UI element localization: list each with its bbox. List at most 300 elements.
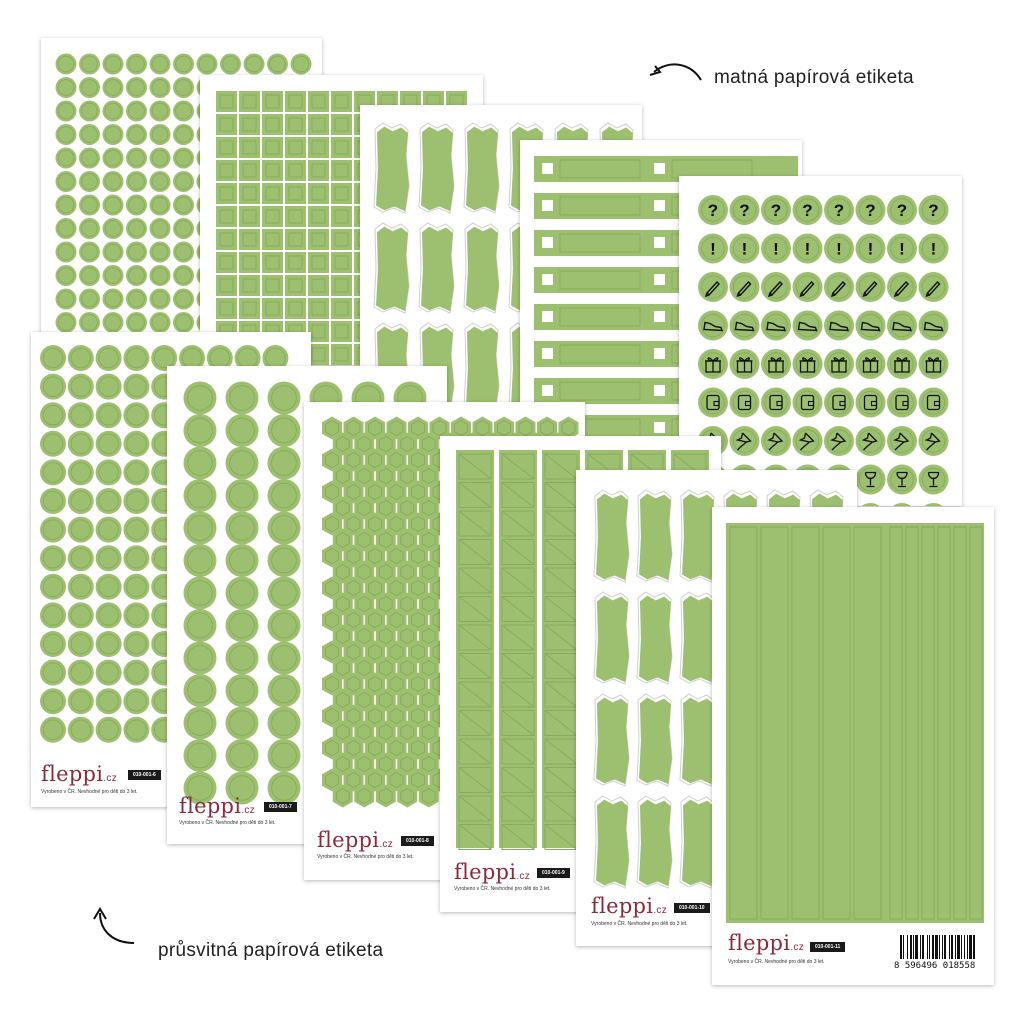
square-sticker (308, 183, 329, 204)
square-sticker (331, 252, 352, 273)
round-sticker (68, 374, 94, 400)
round-sticker (40, 631, 66, 657)
round-sticker (268, 414, 301, 447)
round-sticker (173, 124, 194, 145)
round-sticker (123, 488, 149, 514)
barcode-bar (961, 935, 962, 959)
round-sticker (103, 171, 124, 192)
round-sticker (730, 388, 760, 418)
question-mark-icon (834, 201, 844, 220)
round-sticker (123, 717, 149, 743)
safety-note: Vyrobeno v ČR. Nevhodné pro děti do 3 let. (591, 921, 688, 927)
barcode-bar (973, 935, 975, 959)
square-sticker (239, 229, 260, 250)
svg-text:!: ! (899, 239, 905, 259)
caption-matte-label: matná papírová etiketa (714, 67, 914, 88)
round-sticker (761, 388, 791, 418)
round-sticker (56, 312, 77, 333)
checkbox-square (542, 274, 553, 285)
square-sticker (331, 137, 352, 158)
round-sticker (173, 218, 194, 239)
round-sticker (56, 218, 77, 239)
round-sticker (96, 459, 122, 485)
round-sticker (184, 447, 217, 480)
square-sticker (331, 160, 352, 181)
square-sticker (239, 137, 260, 158)
svg-text:!: ! (741, 239, 748, 259)
round-sticker (68, 459, 94, 485)
square-sticker (262, 206, 283, 227)
brush-sticker-fill (596, 698, 629, 784)
round-sticker (68, 602, 94, 628)
brush-sticker-fill (682, 494, 715, 580)
round-sticker (150, 289, 171, 310)
safety-note: Vyrobeno v ČR. Nevhodné pro děti do 3 let. (454, 886, 551, 892)
round-sticker (40, 717, 66, 743)
round-sticker (79, 101, 100, 122)
product-code: 010-001-10 (674, 903, 710, 913)
square-sticker (239, 91, 260, 112)
brand-tld: .cz (103, 773, 118, 784)
brand-tld: .cz (241, 805, 256, 816)
round-sticker (56, 171, 77, 192)
brush-sticker-fill (639, 596, 672, 682)
svg-text:!: ! (804, 239, 811, 259)
round-sticker (68, 345, 94, 371)
brush-sticker (594, 694, 629, 786)
round-sticker (40, 459, 66, 485)
round-sticker (40, 574, 66, 600)
round-sticker (123, 545, 149, 571)
brand-tld: .cz (790, 942, 805, 953)
square-sticker (285, 137, 306, 158)
round-sticker (126, 242, 147, 263)
square-sticker (239, 298, 260, 319)
square-sticker (239, 275, 260, 296)
square-sticker (331, 275, 352, 296)
svg-text:!: ! (836, 239, 842, 259)
round-sticker (68, 488, 94, 514)
round-sticker (40, 402, 66, 428)
square-sticker (262, 275, 283, 296)
square-sticker (308, 137, 329, 158)
square-sticker (285, 252, 306, 273)
round-sticker (79, 54, 100, 75)
barcode-bar (951, 935, 953, 959)
barcode-bar (967, 935, 968, 959)
brush-sticker-fill (639, 698, 672, 784)
round-sticker (103, 218, 124, 239)
checkbox-square (542, 348, 553, 359)
round-sticker (226, 707, 259, 740)
square-sticker (308, 275, 329, 296)
round-sticker (184, 707, 217, 740)
checkbox-square (654, 422, 665, 433)
round-sticker (79, 171, 100, 192)
round-sticker (40, 345, 66, 371)
round-sticker (126, 54, 147, 75)
round-sticker (268, 609, 301, 642)
square-sticker (308, 114, 329, 135)
checkbox-square (654, 311, 665, 322)
round-sticker (96, 431, 122, 457)
round-sticker (68, 431, 94, 457)
round-sticker (96, 574, 122, 600)
square-sticker (285, 183, 306, 204)
round-sticker (40, 688, 66, 714)
round-sticker (123, 517, 149, 543)
round-sticker (698, 388, 728, 418)
square-sticker (216, 183, 237, 204)
brush-sticker (594, 490, 629, 582)
brush-sticker-fill (639, 800, 672, 886)
round-sticker (268, 707, 301, 740)
safety-note: Vyrobeno v ČR. Nevhodné pro děti do 3 let. (728, 959, 825, 965)
square-sticker (239, 160, 260, 181)
round-sticker (126, 171, 147, 192)
product-code: 010-001-9 (537, 868, 570, 878)
round-sticker (79, 312, 100, 333)
barcode-bar (942, 935, 943, 959)
checkbox-square (654, 385, 665, 396)
brand-name: fleppi (591, 894, 654, 918)
caption-translucent-label: průsvitná papírová etiketa (158, 940, 384, 961)
question-mark-icon (928, 201, 938, 220)
round-sticker (220, 54, 241, 75)
square-sticker (285, 206, 306, 227)
round-sticker (268, 447, 301, 480)
round-sticker (173, 171, 194, 192)
square-sticker (239, 114, 260, 135)
svg-text:?: ? (865, 201, 876, 220)
barcode-bar (932, 935, 934, 959)
square-sticker (262, 229, 283, 250)
round-sticker (824, 388, 854, 418)
square-sticker (262, 298, 283, 319)
brush-sticker-fill (682, 800, 715, 886)
long-strip-sticker-grid (712, 507, 994, 985)
product-code: 010-001-7 (264, 802, 297, 812)
barcode-bar (955, 935, 956, 959)
round-sticker (268, 739, 301, 772)
round-sticker (267, 54, 288, 75)
round-sticker (126, 148, 147, 169)
square-sticker (239, 183, 260, 204)
round-sticker (123, 631, 149, 657)
brush-sticker (594, 592, 629, 684)
round-sticker (150, 242, 171, 263)
round-sticker (96, 488, 122, 514)
square-sticker (216, 91, 237, 112)
svg-text:?: ? (802, 201, 813, 220)
brush-sticker-fill (682, 596, 715, 682)
round-sticker (68, 517, 94, 543)
round-sticker (56, 265, 77, 286)
question-mark-icon (802, 201, 812, 220)
square-sticker (216, 160, 237, 181)
checkbox-square (542, 163, 553, 174)
round-sticker (68, 660, 94, 686)
brush-sticker (680, 694, 715, 786)
brush-sticker (464, 223, 499, 313)
square-sticker (216, 275, 237, 296)
brand-name: fleppi (317, 828, 380, 852)
checkbox-square (654, 163, 665, 174)
safety-note: Vyrobeno v ČR. Nevhodné pro děti do 3 let. (317, 854, 414, 860)
round-sticker (197, 54, 218, 75)
square-sticker (308, 344, 329, 365)
round-sticker (856, 503, 886, 506)
round-sticker (184, 577, 217, 610)
round-sticker (56, 124, 77, 145)
round-sticker (184, 382, 217, 415)
safety-note: Vyrobeno v ČR. Nevhodné pro děti do 3 let. (179, 820, 276, 826)
brush-sticker (680, 796, 715, 888)
round-sticker (123, 688, 149, 714)
round-sticker (887, 388, 917, 418)
round-sticker (268, 544, 301, 577)
brush-sticker (594, 796, 629, 888)
barcode-bar (915, 935, 918, 959)
brush-sticker (419, 223, 454, 313)
checkbox-square (654, 200, 665, 211)
brush-sticker-fill (466, 227, 499, 312)
round-sticker (919, 503, 949, 506)
brand-name: fleppi (41, 762, 104, 786)
round-sticker (268, 772, 301, 805)
round-sticker (226, 382, 259, 415)
square-sticker (308, 321, 329, 342)
barcode-bar (910, 935, 912, 959)
round-sticker (96, 631, 122, 657)
sticker-sheet-11 (712, 507, 994, 985)
exclamation-mark-icon (899, 240, 905, 259)
brush-sticker (637, 796, 672, 888)
exclamation-mark-icon (773, 240, 779, 259)
round-sticker (126, 312, 147, 333)
round-sticker (268, 479, 301, 512)
round-sticker (126, 124, 147, 145)
brush-sticker (419, 123, 454, 213)
round-sticker (268, 642, 301, 675)
square-sticker (285, 91, 306, 112)
question-mark-icon (897, 201, 907, 220)
product-code: 010-001-8 (401, 836, 434, 846)
square-sticker (308, 160, 329, 181)
safety-note: Vyrobeno v ČR. Nevhodné pro děti do 3 let. (41, 789, 138, 795)
square-sticker (331, 183, 352, 204)
round-sticker (173, 242, 194, 263)
round-sticker (184, 414, 217, 447)
exclamation-mark-icon (931, 240, 937, 259)
brush-sticker (464, 123, 499, 213)
question-mark-icon (739, 201, 749, 220)
round-sticker (226, 447, 259, 480)
brand-name: fleppi (728, 931, 791, 955)
round-sticker (173, 312, 194, 333)
barcode-lead-digit: 8 (894, 961, 900, 971)
round-sticker (68, 717, 94, 743)
square-sticker (285, 114, 306, 135)
round-sticker (173, 101, 194, 122)
round-sticker (40, 488, 66, 514)
question-mark-icon (708, 201, 718, 220)
sticker-sheet-icons (679, 176, 962, 506)
brush-sticker-fill (421, 227, 454, 312)
round-sticker (40, 431, 66, 457)
round-sticker (150, 101, 171, 122)
round-sticker (268, 674, 301, 707)
checkbox-square (654, 348, 665, 359)
brush-sticker-fill (639, 494, 672, 580)
round-sticker (96, 717, 122, 743)
checkbox-square (654, 274, 665, 285)
round-sticker (184, 739, 217, 772)
round-sticker (79, 265, 100, 286)
round-sticker (96, 660, 122, 686)
round-sticker (123, 602, 149, 628)
svg-text:?: ? (707, 201, 719, 220)
round-sticker (126, 77, 147, 98)
square-sticker (216, 206, 237, 227)
svg-text:?: ? (896, 201, 908, 220)
brush-sticker (680, 490, 715, 582)
round-sticker (96, 517, 122, 543)
round-sticker (150, 148, 171, 169)
barcode-bar (927, 935, 928, 959)
square-sticker (331, 344, 352, 365)
brush-sticker (680, 592, 715, 684)
brush-sticker-fill (682, 698, 715, 784)
brand-tld: .cz (379, 839, 394, 850)
round-sticker (291, 54, 312, 75)
round-sticker (184, 609, 217, 642)
round-sticker (123, 459, 149, 485)
svg-text:!: ! (930, 239, 937, 259)
round-sticker (40, 545, 66, 571)
barcode-bar (907, 935, 908, 959)
round-sticker (126, 289, 147, 310)
square-sticker (216, 298, 237, 319)
square-sticker (331, 298, 352, 319)
barcode-bar (903, 935, 904, 959)
round-sticker (226, 577, 259, 610)
round-sticker (173, 148, 194, 169)
round-sticker (56, 77, 77, 98)
square-sticker (308, 298, 329, 319)
square-sticker (308, 206, 329, 227)
icon-sticker-grid (679, 176, 962, 506)
round-sticker (150, 265, 171, 286)
square-sticker (262, 252, 283, 273)
round-sticker (123, 660, 149, 686)
strip-sticker (456, 450, 494, 848)
checkbox-square (542, 385, 553, 396)
round-sticker (268, 577, 301, 610)
round-sticker (184, 674, 217, 707)
square-sticker (262, 137, 283, 158)
square-sticker (285, 229, 306, 250)
strip-sticker (499, 450, 537, 848)
barcode-bar (900, 935, 902, 959)
round-sticker (79, 124, 100, 145)
round-sticker (96, 345, 122, 371)
exclamation-mark-icon (742, 240, 748, 259)
round-sticker (40, 517, 66, 543)
barcode-bar (969, 935, 972, 959)
round-sticker (68, 631, 94, 657)
round-sticker (226, 544, 259, 577)
brush-sticker-fill (376, 127, 409, 212)
exclamation-mark-icon (805, 240, 811, 259)
round-sticker (56, 289, 77, 310)
round-sticker (96, 402, 122, 428)
square-sticker (331, 206, 352, 227)
square-sticker (262, 160, 283, 181)
round-sticker (173, 195, 194, 216)
brush-sticker-fill (596, 494, 629, 580)
barcode-bar (929, 935, 930, 959)
round-sticker (268, 512, 301, 545)
square-sticker (262, 91, 283, 112)
svg-text:?: ? (833, 201, 845, 220)
brush-sticker-fill (376, 227, 409, 312)
round-sticker (103, 148, 124, 169)
checkbox-square (542, 311, 553, 322)
round-sticker (173, 289, 194, 310)
round-sticker (173, 265, 194, 286)
square-sticker (331, 114, 352, 135)
round-sticker (184, 479, 217, 512)
round-sticker (56, 54, 77, 75)
barcode-bar (949, 935, 950, 959)
brush-sticker-fill (466, 327, 499, 405)
round-sticker (150, 171, 171, 192)
question-mark-icon (771, 201, 781, 220)
barcode-bar (964, 935, 965, 959)
barcode-right-digits: 018558 (942, 961, 976, 971)
long-strip-background (726, 523, 984, 923)
round-sticker (226, 642, 259, 675)
brush-sticker (637, 694, 672, 786)
round-sticker (150, 218, 171, 239)
round-sticker (184, 642, 217, 675)
round-sticker (123, 431, 149, 457)
svg-text:?: ? (739, 201, 750, 220)
round-sticker (79, 289, 100, 310)
square-sticker (308, 91, 329, 112)
square-sticker (308, 229, 329, 250)
checkbox-square (542, 237, 553, 248)
round-sticker (226, 512, 259, 545)
round-sticker (150, 124, 171, 145)
barcode (898, 935, 994, 959)
checkbox-square (654, 237, 665, 248)
square-sticker (285, 298, 306, 319)
round-sticker (56, 195, 77, 216)
round-sticker (103, 101, 124, 122)
square-sticker (239, 206, 260, 227)
round-sticker (226, 414, 259, 447)
round-sticker (123, 374, 149, 400)
round-sticker (103, 265, 124, 286)
brand-name: fleppi (179, 794, 242, 818)
brand-tld: .cz (516, 871, 531, 882)
round-sticker (226, 479, 259, 512)
svg-text:!: ! (710, 239, 716, 259)
round-sticker (150, 54, 171, 75)
round-sticker (56, 148, 77, 169)
